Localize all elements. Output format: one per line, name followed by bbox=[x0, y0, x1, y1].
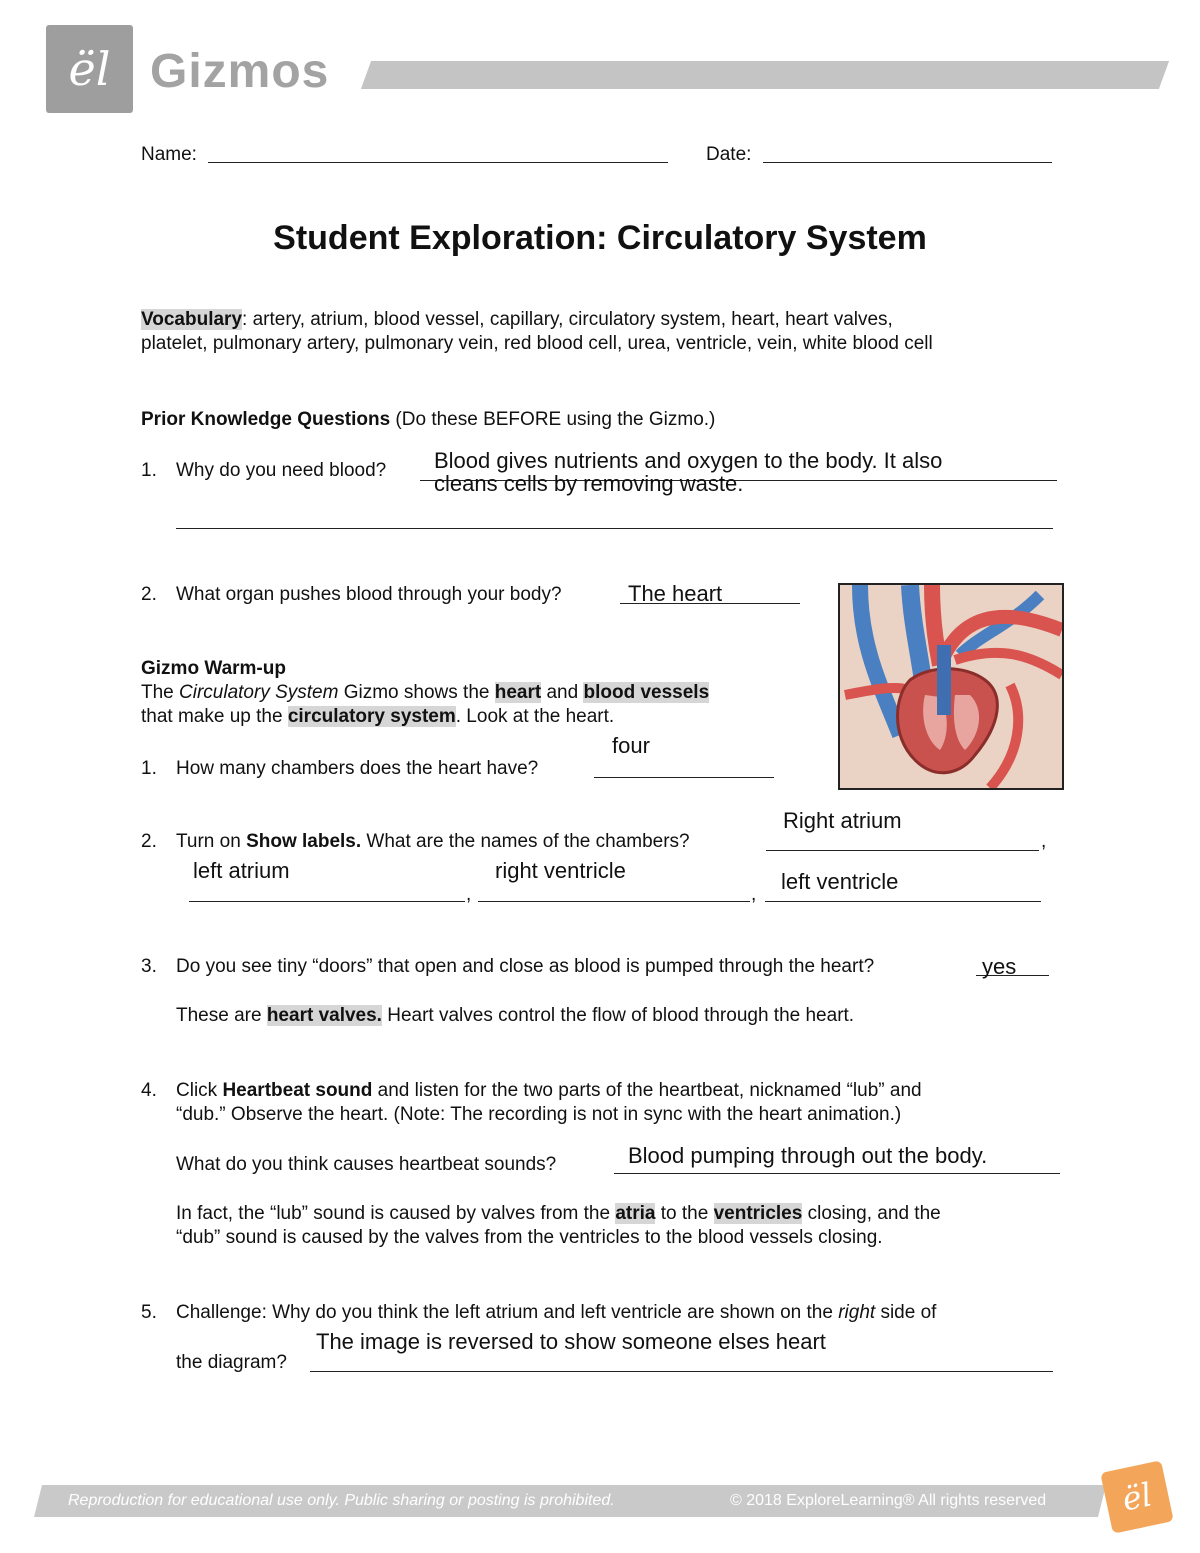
page-title: Student Exploration: Circulatory System bbox=[273, 219, 927, 257]
warmup-intro-line-1: The Circulatory System Gizmo shows the heart and blood vessels bbox=[141, 682, 710, 703]
prior-knowledge-heading: Prior Knowledge Questions (Do these BEFORE using the Gizmo.) bbox=[141, 409, 716, 430]
warmup-q2-answer-line-4[interactable] bbox=[765, 901, 1041, 902]
warmup-q3-note: These are heart valves. Heart valves control the flow of blood through the heart. bbox=[176, 1005, 855, 1026]
vocabulary-line-2: platelet, pulmonary artery, pulmonary vein, red blood cell, urea, ventricle, vein, white blood cell bbox=[141, 333, 933, 354]
gizmos-brand: Gizmos bbox=[150, 45, 330, 98]
prior-q1-answer-1: Blood gives nutrients and oxygen to the body. It also bbox=[434, 448, 943, 473]
date-label: Date: bbox=[706, 144, 752, 165]
explorelearning-footer-logo: ël bbox=[1100, 1460, 1174, 1534]
warmup-q5-line-2: the diagram? bbox=[176, 1352, 287, 1373]
comma: , bbox=[1041, 831, 1047, 852]
warmup-q2-answer-line-3[interactable] bbox=[478, 901, 750, 902]
prior-q2-answer: The heart bbox=[628, 581, 723, 606]
name-label: Name: bbox=[141, 144, 197, 165]
explorelearning-logo: ël bbox=[46, 25, 133, 113]
prior-q2-text: What organ pushes blood through your body? bbox=[176, 584, 562, 605]
warmup-q4-line-1: Click Heartbeat sound and listen for the two parts of the heartbeat, nicknamed “lub” and bbox=[176, 1080, 922, 1101]
warmup-q2-answer-4: left ventricle bbox=[781, 869, 899, 894]
warmup-q4-answer-line[interactable] bbox=[614, 1173, 1060, 1174]
prior-q2-number: 2. bbox=[141, 584, 157, 605]
warmup-q4-number: 4. bbox=[141, 1080, 157, 1101]
footer-copyright: © 2018 ExploreLearning® All rights reserved bbox=[730, 1492, 1047, 1509]
comma: , bbox=[466, 884, 472, 905]
prior-q1-answer-line-2[interactable] bbox=[176, 528, 1053, 529]
warmup-q2-number: 2. bbox=[141, 831, 157, 852]
prior-q1-text: Why do you need blood? bbox=[176, 460, 387, 481]
warmup-q4-answer: Blood pumping through out the body. bbox=[628, 1143, 988, 1168]
warmup-q2-answer-line-2[interactable] bbox=[189, 901, 465, 902]
prior-q1-number: 1. bbox=[141, 460, 157, 481]
warmup-q5-answer-line[interactable] bbox=[310, 1371, 1053, 1372]
warmup-q4-question: What do you think causes heartbeat sounds? bbox=[176, 1154, 557, 1175]
warmup-q1-text: How many chambers does the heart have? bbox=[176, 758, 539, 779]
warmup-q2-answer-line-1[interactable] bbox=[766, 850, 1039, 851]
vocabulary-line-1: Vocabulary: artery, atrium, blood vessel, capillary, circulatory system, heart, heart valves, bbox=[141, 309, 893, 330]
warmup-heading: Gizmo Warm-up bbox=[141, 658, 286, 679]
warmup-q2-text: Turn on Show labels. What are the names of the chambers? bbox=[176, 831, 690, 852]
warmup-intro-line-2: that make up the circulatory system. Look at the heart. bbox=[141, 706, 615, 727]
warmup-q5-number: 5. bbox=[141, 1302, 157, 1323]
warmup-q5-line-1: Challenge: Why do you think the left atrium and left ventricle are shown on the right side of bbox=[176, 1302, 937, 1323]
comma: , bbox=[751, 884, 757, 905]
warmup-q5-answer: The image is reversed to show someone elses heart bbox=[316, 1329, 826, 1354]
heart-image bbox=[838, 583, 1064, 790]
prior-q1-answer-2: cleans cells by removing waste. bbox=[434, 471, 744, 496]
warmup-q2-answer-2: left atrium bbox=[193, 858, 290, 883]
warmup-q2-answer-3: right ventricle bbox=[495, 858, 626, 883]
warmup-q3-text: Do you see tiny “doors” that open and close as blood is pumped through the heart? bbox=[176, 956, 875, 977]
warmup-q1-answer-line[interactable] bbox=[594, 777, 774, 778]
warmup-q3-number: 3. bbox=[141, 956, 157, 977]
name-field[interactable] bbox=[208, 162, 668, 163]
warmup-q4-line-2: “dub.” Observe the heart. (Note: The recording is not in sync with the heart animation.) bbox=[176, 1104, 902, 1125]
date-field[interactable] bbox=[763, 162, 1052, 163]
warmup-q1-answer: four bbox=[612, 733, 650, 758]
vocabulary-label: Vocabulary bbox=[141, 309, 243, 330]
warmup-q1-number: 1. bbox=[141, 758, 157, 779]
footer-notice: Reproduction for educational use only. Public sharing or posting is prohibited. bbox=[68, 1492, 615, 1509]
warmup-q4-fact-line-1: In fact, the “lub” sound is caused by valves from the atria to the ventricles closing, and the bbox=[176, 1203, 941, 1224]
warmup-q3-answer: yes bbox=[982, 954, 1017, 979]
warmup-q2-answer-1: Right atrium bbox=[783, 808, 902, 833]
header-bar bbox=[361, 61, 1169, 89]
warmup-q4-fact-line-2: “dub” sound is caused by the valves from the ventricles to the blood vessels closing. bbox=[176, 1227, 883, 1248]
